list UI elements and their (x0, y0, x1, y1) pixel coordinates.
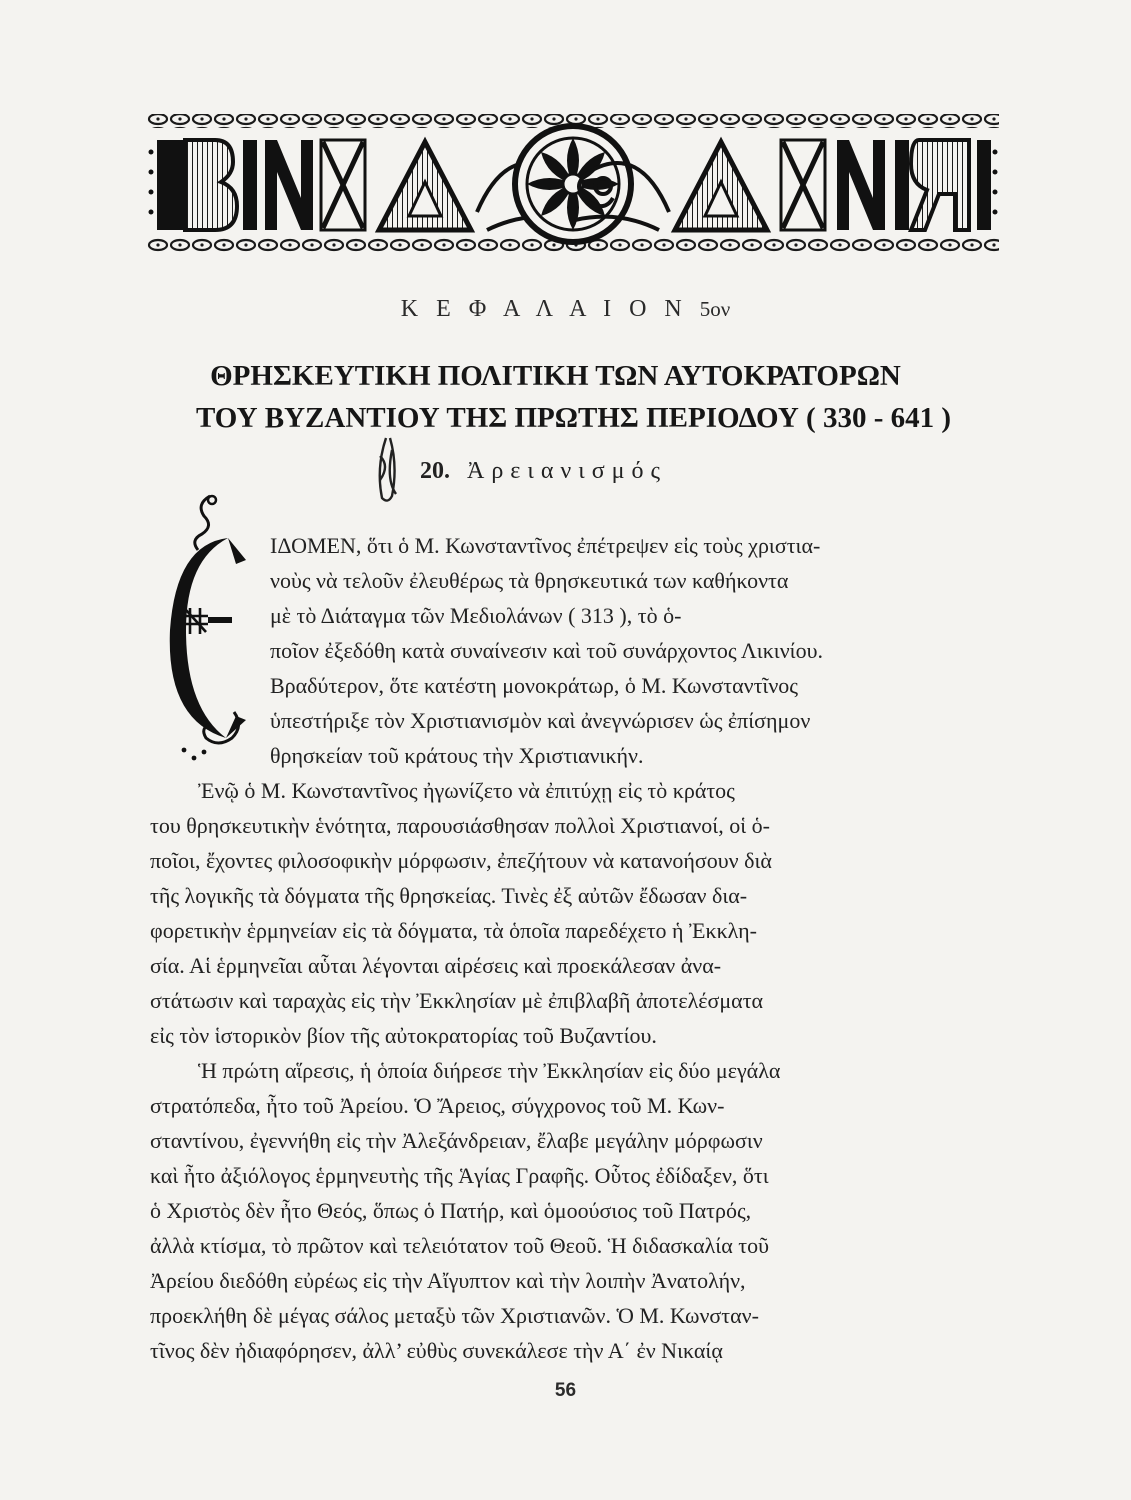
text-line: τῖνος δὲν ἠδιαφόρησεν, ἀλλ’ εὐθὺς συνεκάλεσε τὴν Α΄ ἐν Νικαίᾳ (150, 1338, 723, 1363)
text-line: ὁ Χριστὸς δὲν ἦτο Θεός, ὅπως ὁ Πατήρ, καὶ ὁμοούσιος τοῦ Πατρός, (150, 1198, 752, 1223)
text-line: καὶ ἦτο ἀξιόλογος ἑρμηνευτὴς τῆς Ἁγίας Γραφῆς. Οὗτος ἐδίδαξεν, ὅτι (150, 1163, 769, 1188)
chapter-label (0, 296, 1131, 323)
text-line: ΙΔΟΜΕΝ, ὅτι ὁ Μ. Κωνσταντῖνος ἐπέτρεψεν εἰς τοὺς χριστια- (270, 533, 821, 558)
decorative-header-banner (147, 112, 999, 262)
section-number: 20. (420, 458, 450, 484)
chapter-title-line-2: ΤΟΥ ΒΥΖΑΝΤΙΟΥ ΤΗΣ ΠΡΩΤΗΣ ΠΕΡΙΟΔΟΥ ( 330 - 641 ) (195, 402, 952, 434)
chapter-number: 5ον (699, 297, 731, 321)
page-number: 56 (554, 1380, 577, 1401)
text-line: νοὺς νὰ τελοῦν ἐλευθέρως τὰ θρησκευτικά των καθήκοντα (270, 568, 789, 593)
text-line: θρησκείαν τοῦ κράτους τὴν Χριστιανικήν. (270, 743, 644, 768)
text-line: Ἡ πρώτη αἵρεσις, ἡ ὁποία διήρεσε τὴν Ἐκκλησίαν εἰς δύο μεγάλα (198, 1058, 781, 1083)
text-line: ἀλλὰ κτίσμα, τὸ πρῶτον καὶ τελειότατον τοῦ Θεοῦ. Ἡ διδασκαλία τοῦ (150, 1233, 769, 1258)
chapter-title-line-1: ΘΡΗΣΚΕΥΤΙΚΗ ΠΟΛΙΤΙΚΗ ΤΩΝ ΑΥΤΟΚΡΑΤΟΡΩΝ (210, 360, 901, 392)
section-title: Ἀρειανισμός (467, 458, 668, 484)
text-line: προεκλήθη δὲ μέγας σάλος μεταξὺ τῶν Χριστιανῶν. Ὁ Μ. Κωνσταν- (150, 1303, 759, 1328)
text-line: σία. Αἱ ἑρμηνεῖαι αὗται λέγονται αἱρέσεις καὶ προεκάλεσαν ἀνα- (150, 953, 722, 978)
text-line: του θρησκευτικὴν ἑνότητα, παρουσιάσθησαν πολλοὶ Χριστιανοί, οἱ ὁ- (150, 813, 770, 838)
text-line: ποῖον ἐξεδόθη κατὰ συναίνεσιν καὶ τοῦ συνάρχοντος Λικινίου. (270, 638, 823, 663)
body-text (150, 528, 990, 1368)
text-line: τῆς λογικῆς τὰ δόγματα τῆς θρησκείας. Τινὲς ἐξ αὐτῶν ἔδωσαν δια- (150, 883, 748, 908)
chapter-label-text: Κ Ε Φ Α Λ Α Ι Ο Ν (400, 296, 688, 322)
section-heading (420, 458, 667, 485)
text-line: ὑπεστήριξε τὸν Χριστιανισμὸν καὶ ἀνεγνώρισεν ὡς ἐπίσημον (270, 708, 811, 733)
text-line: Ἐνῷ ὁ Μ. Κωνσταντῖνος ἠγωνίζετο νὰ ἐπιτύχῃ εἰς τὸ κράτος (198, 778, 735, 803)
text-line: Βραδύτερον, ὅτε κατέστη μονοκράτωρ, ὁ Μ. Κωνσταντῖνος (270, 673, 799, 698)
text-line: Ἀρείου διεδόθη εὐρέως εἰς τὴν Αἴγυπτον καὶ τὴν λοιπὴν Ἀνατολήν, (150, 1268, 746, 1293)
text-line: στρατόπεδα, ἦτο τοῦ Ἀρείου. Ὁ Ἄρειος, σύγχρονος τοῦ Μ. Κων- (150, 1093, 725, 1118)
text-line: ποῖοι, ἔχοντες φιλοσοφικὴν μόρφωσιν, ἐπεζήτουν νὰ κατανοήσουν διὰ (150, 848, 772, 873)
text-line: σταντίνου, ἐγεννήθη εἰς τὴν Ἀλεξάνδρειαν, ἔλαβε μεγάλην μόρφωσιν (150, 1128, 763, 1153)
text-line: στάτωσιν καὶ ταραχὰς εἰς τὴν Ἐκκλησίαν μὲ ἐπιβλαβῆ ἀποτελέσματα (150, 988, 764, 1013)
text-line: φορετικὴν ἑρμηνείαν εἰς τὰ δόγματα, τὰ ὁποῖα παρεδέχετο ἡ Ἐκκλη- (150, 918, 757, 943)
text-line: μὲ τὸ Διάταγμα τῶν Μεδιολάνων ( 313 ), τὸ ὁ- (270, 603, 682, 628)
text-line: εἰς τὸν ἱστορικὸν βίον τῆς αὐτοκρατορίας τοῦ Βυζαντίου. (150, 1023, 657, 1048)
ink-flourish-mark (372, 436, 402, 506)
